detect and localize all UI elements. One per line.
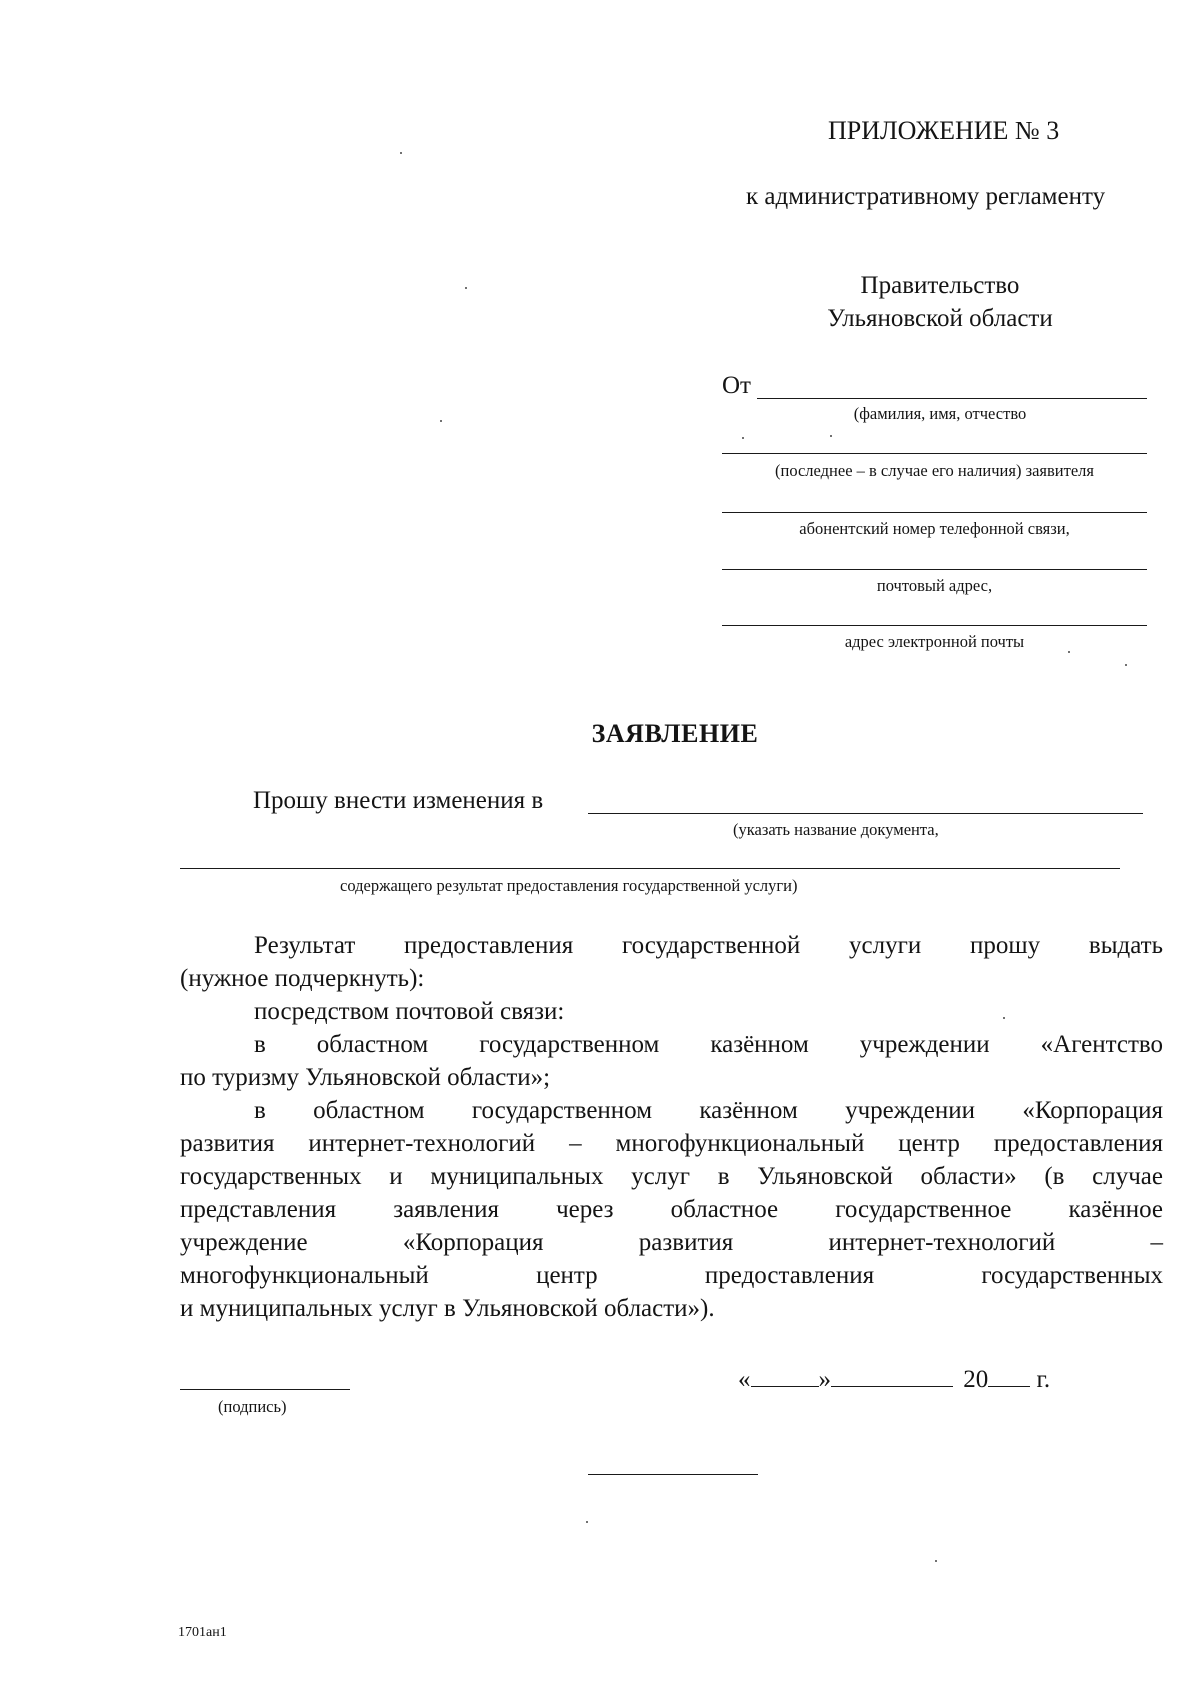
scan-speck — [742, 437, 744, 439]
option-mfc-line-7[interactable]: и муниципальных услуг в Ульяновской области»). — [180, 1295, 715, 1322]
patronymic-field-line[interactable] — [722, 453, 1147, 454]
date-block — [738, 1360, 1050, 1394]
option-mfc-line-4[interactable]: представления заявления через областное государственное казённое — [180, 1196, 1163, 1223]
appendix-number: ПРИЛОЖЕНИЕ № 3 — [828, 116, 1060, 145]
post-field-line[interactable] — [722, 569, 1147, 570]
scan-speck — [830, 435, 832, 437]
footer-code: 1701ан1 — [178, 1625, 227, 1640]
date-year-suffix: г. — [1036, 1366, 1051, 1393]
date-year-field[interactable] — [988, 1360, 1030, 1387]
hint-post: почтовый адрес, — [876, 576, 993, 595]
scan-speck — [440, 420, 442, 422]
addressee-line-1: Правительство — [860, 272, 1020, 299]
date-open-quote: « — [738, 1366, 751, 1393]
document-name-line-2[interactable] — [180, 868, 1120, 869]
scan-speck — [465, 287, 467, 289]
option-mfc-line-6[interactable]: многофункциональный центр предоставления государственных — [180, 1262, 1163, 1289]
regulation-reference: к административному регламенту — [746, 183, 1106, 210]
option-tourism-agency-line-1[interactable]: в областном государственном казённом учреждении «Агентство — [254, 1031, 1163, 1058]
phone-field-line[interactable] — [722, 512, 1147, 513]
scan-speck — [586, 1521, 588, 1523]
body-text — [180, 929, 1163, 1325]
scan-speck — [400, 152, 402, 154]
para-result-line-1: Результат предоставления государственной услуги прошу выдать — [254, 932, 1163, 959]
from-label: От — [722, 372, 751, 399]
scan-speck — [1068, 651, 1070, 653]
scan-speck — [1003, 1017, 1005, 1019]
hint-result-document: содержащего результат предоставления государственной услуги) — [340, 876, 798, 895]
hint-email: адрес электронной почты — [844, 632, 1025, 651]
request-text: Прошу внести изменения в — [253, 787, 544, 814]
option-mfc-line-2[interactable]: развития интернет-технологий – многофункциональный центр предоставления — [180, 1130, 1163, 1157]
option-mfc-line-5[interactable]: учреждение «Корпорация развития интернет-технологий – — [180, 1229, 1163, 1256]
hint-phone: абонентский номер телефонной связи, — [799, 519, 1070, 538]
hint-fio: (фамилия, имя, отчество — [853, 404, 1027, 423]
hint-patronymic: (последнее – в случае его наличия) заявителя — [775, 461, 1094, 480]
signature-line[interactable] — [180, 1389, 350, 1390]
para-result-line-2: (нужное подчеркнуть): — [180, 965, 425, 992]
date-close-quote: » — [818, 1366, 831, 1393]
option-mfc-line-1[interactable]: в областном государственном казённом учреждении «Корпорация — [254, 1097, 1163, 1124]
scan-speck — [1125, 664, 1127, 666]
date-year-prefix: 20 — [963, 1366, 989, 1393]
document-title: ЗАЯВЛЕНИЕ — [591, 719, 759, 748]
date-day-field[interactable] — [751, 1360, 819, 1387]
from-field-line[interactable] — [757, 398, 1147, 399]
date-month-field[interactable] — [831, 1360, 953, 1387]
hint-document-name: (указать название документа, — [733, 820, 939, 839]
scan-speck — [935, 1560, 937, 1562]
option-mfc-line-3[interactable]: государственных и муниципальных услуг в Ульяновской области» (в случае — [180, 1163, 1163, 1190]
option-tourism-agency-line-2[interactable]: по туризму Ульяновской области»; — [180, 1064, 551, 1091]
email-field-line[interactable] — [722, 625, 1147, 626]
addressee-line-2: Ульяновской области — [827, 305, 1053, 332]
closing-separator-line — [588, 1474, 758, 1475]
option-post[interactable]: посредством почтовой связи: — [254, 998, 565, 1025]
signature-hint: (подпись) — [218, 1397, 287, 1416]
document-name-line[interactable] — [588, 813, 1143, 814]
